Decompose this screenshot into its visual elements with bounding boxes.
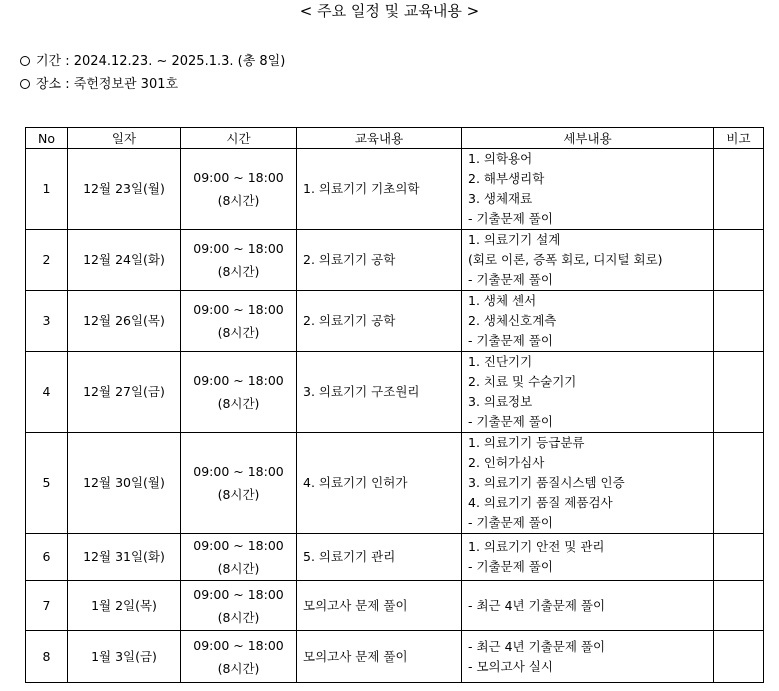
schedule-table: [25, 127, 764, 683]
detail-item: 1. 의료기기 설계: [468, 232, 561, 247]
row-content: 모의고사 문제 풀이: [303, 597, 408, 613]
detail-item: 1. 의료기기 안전 및 관리: [468, 539, 605, 554]
row-date: 12월 24일(화): [83, 252, 165, 267]
row-number: 3: [42, 313, 51, 328]
period-line: [20, 53, 285, 71]
row-content: 3. 의료기기 구조원리: [303, 384, 420, 399]
row-time: 09:00 ~ 18:00: [193, 302, 284, 317]
row-content: 2. 의료기기 공학: [303, 252, 396, 267]
cell-note: [714, 581, 764, 631]
table-row: [26, 631, 764, 683]
cell-content: [297, 631, 462, 683]
cell-note: [714, 631, 764, 683]
row-hours: (8시간): [217, 609, 260, 625]
row-time: 09:00 ~ 18:00: [193, 241, 284, 256]
circle-bullet-icon: [20, 79, 30, 89]
cell-details: [462, 149, 714, 230]
cell-time: [181, 534, 297, 581]
cell-details: [462, 631, 714, 683]
detail-item: 1. 의학용어: [468, 151, 533, 166]
cell-note: [714, 230, 764, 291]
cell-time: [181, 291, 297, 352]
row-date: 12월 23일(월): [83, 181, 165, 196]
cell-date: [68, 352, 181, 433]
row-hours: (8시간): [217, 487, 260, 502]
cell-no: [26, 581, 68, 631]
cell-details: [462, 581, 714, 631]
cell-time: [181, 352, 297, 433]
cell-no: [26, 631, 68, 683]
cell-content: [297, 581, 462, 631]
row-time: 09:00 ~ 18:00: [193, 538, 284, 553]
cell-no: [26, 433, 68, 534]
cell-date: [68, 581, 181, 631]
row-time: 09:00 ~ 18:00: [193, 464, 284, 479]
cell-date: [68, 631, 181, 683]
place-text: 장소 : 죽헌정보관 301호: [36, 77, 179, 92]
cell-date: [68, 433, 181, 534]
detail-item: 1. 진단기기: [468, 354, 533, 369]
row-date: 1월 2일(목): [91, 597, 157, 613]
detail-item: 2. 해부생리학: [468, 171, 545, 186]
circle-bullet-icon: [20, 56, 30, 66]
detail-item: - 기출문제 풀이: [468, 272, 553, 287]
cell-details: [462, 433, 714, 534]
detail-item: - 기출문제 풀이: [468, 515, 553, 530]
row-number: 4: [42, 384, 51, 399]
detail-item: 2. 인허가심사: [468, 455, 545, 470]
cell-no: [26, 534, 68, 581]
table-header-row: [26, 128, 764, 149]
cell-note: [714, 291, 764, 352]
cell-date: [68, 230, 181, 291]
header-details: 세부내용: [462, 128, 714, 149]
row-number: 1: [42, 181, 51, 196]
cell-no: [26, 230, 68, 291]
detail-item: - 최근 4년 기출문제 풀이: [468, 638, 606, 654]
table-row: [26, 581, 764, 631]
row-date: 12월 31일(화): [83, 549, 165, 564]
page-title: < 주요 일정 및 교육내용 >: [299, 2, 480, 20]
row-hours: (8시간): [217, 561, 260, 576]
row-content: 2. 의료기기 공학: [303, 313, 396, 328]
cell-details: [462, 291, 714, 352]
row-content: 모의고사 문제 풀이: [303, 648, 408, 664]
cell-note: [714, 352, 764, 433]
row-content: 5. 의료기기 관리: [303, 549, 396, 564]
table-row: [26, 352, 764, 433]
row-date: 12월 27일(금): [83, 384, 165, 399]
row-hours: (8시간): [217, 325, 260, 340]
row-time: 09:00 ~ 18:00: [193, 373, 284, 388]
header-note: 비고: [714, 128, 764, 149]
header-content: 교육내용: [297, 128, 462, 149]
detail-item: - 기출문제 풀이: [468, 333, 553, 348]
row-number: 7: [42, 597, 51, 613]
cell-details: [462, 352, 714, 433]
cell-details: [462, 230, 714, 291]
cell-date: [68, 291, 181, 352]
period-text: 기간 : 2024.12.23. ~ 2025.1.3. (총 8일): [36, 54, 286, 69]
cell-content: [297, 149, 462, 230]
cell-date: [68, 149, 181, 230]
cell-no: [26, 352, 68, 433]
detail-item: - 기출문제 풀이: [468, 559, 553, 574]
row-hours: (8시간): [217, 193, 260, 208]
row-hours: (8시간): [217, 660, 260, 676]
detail-item: 2. 생체신호계측: [468, 313, 557, 328]
cell-content: [297, 534, 462, 581]
row-number: 2: [42, 252, 51, 267]
cell-no: [26, 291, 68, 352]
detail-item: (회로 이론, 증폭 회로, 디지털 회로): [468, 252, 663, 267]
cell-note: [714, 149, 764, 230]
detail-item: 3. 의료기기 품질시스템 인증: [468, 475, 625, 490]
detail-item: - 기출문제 풀이: [468, 414, 553, 429]
table-row: [26, 291, 764, 352]
cell-time: [181, 230, 297, 291]
row-content: 1. 의료기기 기초의학: [303, 181, 420, 196]
cell-note: [714, 433, 764, 534]
row-hours: (8시간): [217, 264, 260, 279]
detail-item: 2. 치료 및 수술기기: [468, 374, 577, 389]
detail-item: - 기출문제 풀이: [468, 211, 553, 226]
cell-time: [181, 149, 297, 230]
row-time: 09:00 ~ 18:00: [193, 170, 284, 185]
header-no: No: [26, 128, 68, 149]
detail-item: 4. 의료기기 품질 제품검사: [468, 495, 613, 510]
table-row: [26, 433, 764, 534]
cell-content: [297, 433, 462, 534]
header-date: 일자: [68, 128, 181, 149]
row-number: 6: [42, 549, 51, 564]
row-number: 5: [42, 475, 51, 490]
row-date: 12월 26일(목): [83, 313, 165, 328]
table-row: [26, 534, 764, 581]
cell-content: [297, 291, 462, 352]
cell-date: [68, 534, 181, 581]
row-hours: (8시간): [217, 396, 260, 411]
place-line: [20, 76, 178, 94]
cell-content: [297, 230, 462, 291]
cell-time: [181, 631, 297, 683]
cell-time: [181, 581, 297, 631]
row-content: 4. 의료기기 인허가: [303, 475, 408, 490]
cell-time: [181, 433, 297, 534]
cell-no: [26, 149, 68, 230]
detail-item: - 최근 4년 기출문제 풀이: [468, 597, 606, 613]
cell-details: [462, 534, 714, 581]
detail-item: 1. 생체 센서: [468, 293, 537, 308]
row-date: 12월 30일(월): [83, 475, 165, 490]
detail-item: 3. 생체재료: [468, 191, 533, 206]
row-date: 1월 3일(금): [91, 648, 157, 664]
detail-item: 3. 의료정보: [468, 394, 533, 409]
table-row: [26, 149, 764, 230]
row-number: 8: [42, 648, 51, 664]
row-time: 09:00 ~ 18:00: [193, 637, 284, 653]
detail-item: 1. 의료기기 등급분류: [468, 435, 585, 450]
table-row: [26, 230, 764, 291]
row-time: 09:00 ~ 18:00: [193, 586, 284, 602]
header-time: 시간: [181, 128, 297, 149]
detail-item: - 모의고사 실시: [468, 658, 553, 674]
cell-content: [297, 352, 462, 433]
cell-note: [714, 534, 764, 581]
